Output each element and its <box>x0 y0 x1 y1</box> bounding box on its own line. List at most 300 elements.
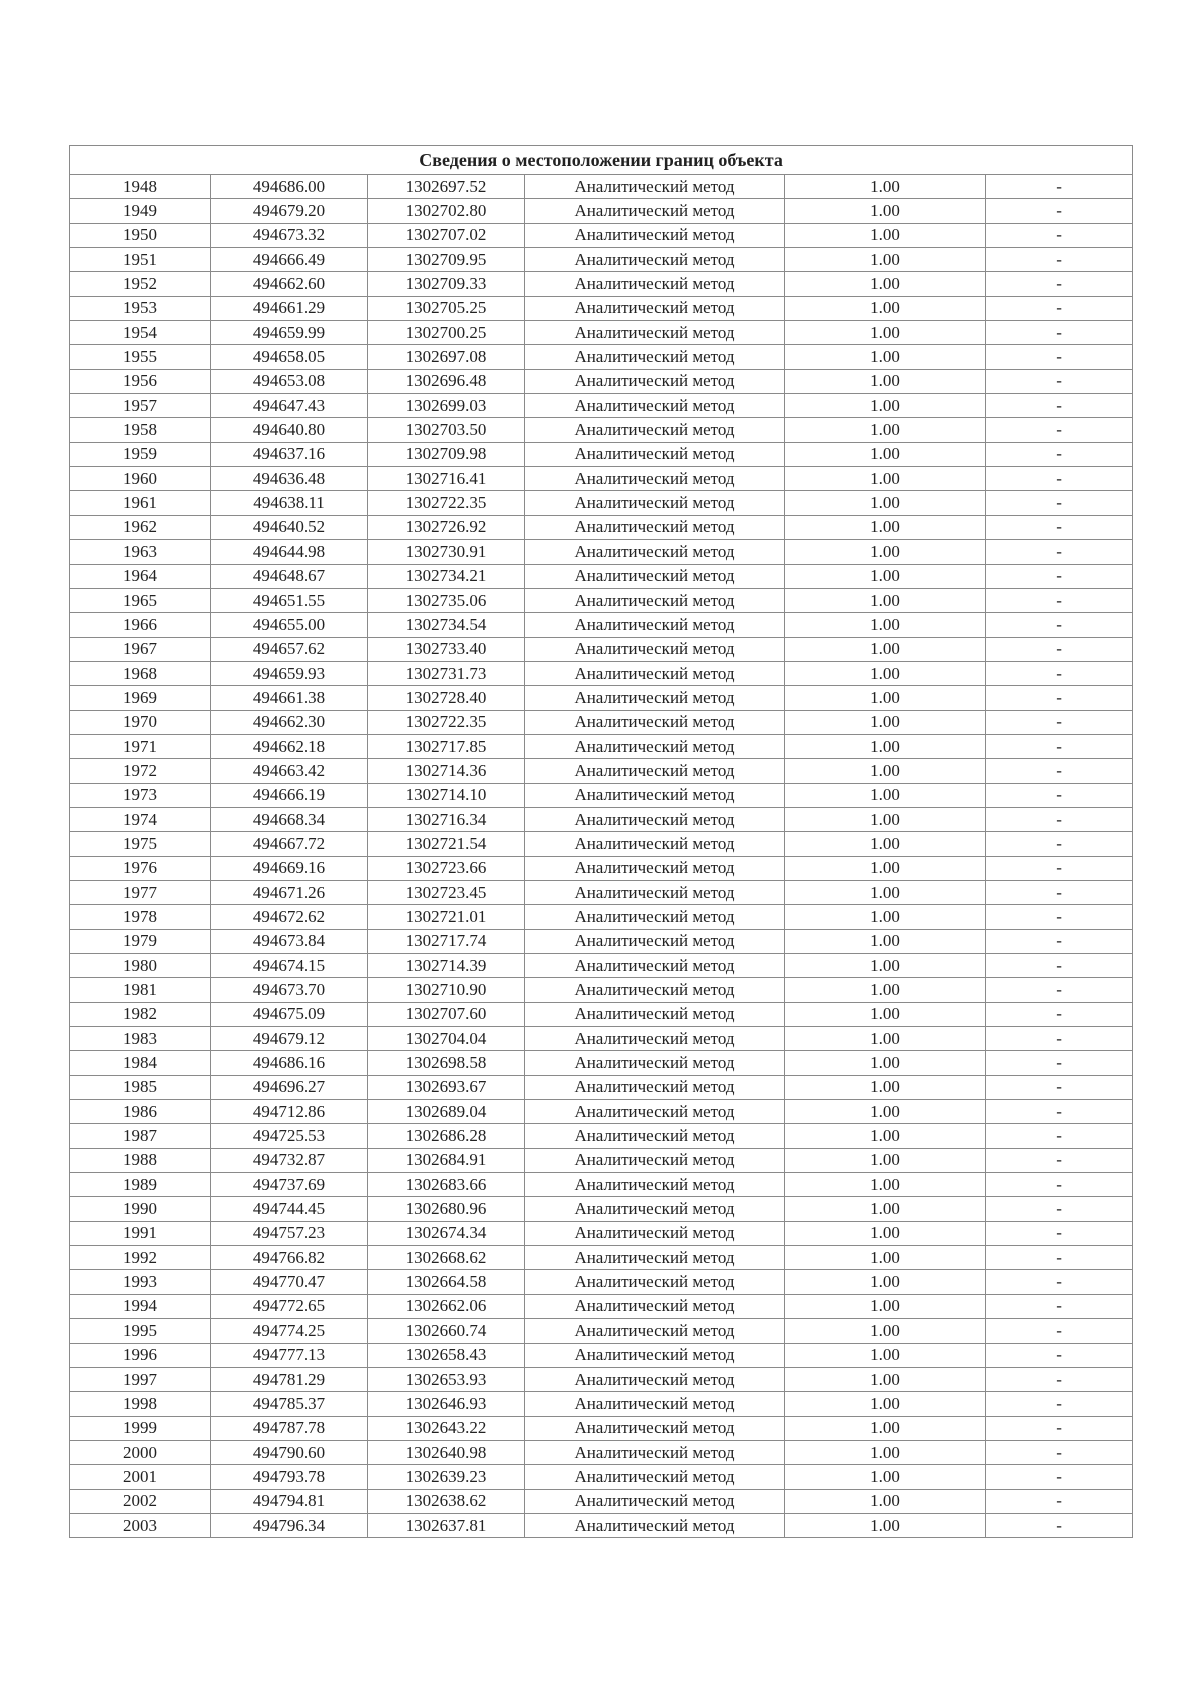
table-row <box>70 515 1133 539</box>
point-number-cell: 1970 <box>70 710 211 734</box>
accuracy-cell: 1.00 <box>785 467 986 491</box>
point-number-cell: 1999 <box>70 1416 211 1440</box>
method-cell: Аналитический метод <box>525 978 785 1002</box>
note-cell: - <box>986 491 1133 515</box>
point-number-cell: 1996 <box>70 1343 211 1367</box>
point-number-cell: 1986 <box>70 1100 211 1124</box>
note-cell: - <box>986 394 1133 418</box>
accuracy-cell: 1.00 <box>785 1221 986 1245</box>
table-row <box>70 637 1133 661</box>
method-cell: Аналитический метод <box>525 321 785 345</box>
point-number-cell: 1979 <box>70 929 211 953</box>
coordinate-y-cell: 1302697.08 <box>368 345 525 369</box>
note-cell: - <box>986 199 1133 223</box>
point-number-cell: 1991 <box>70 1221 211 1245</box>
point-number-cell: 1959 <box>70 442 211 466</box>
coordinate-x-cell: 494657.62 <box>211 637 368 661</box>
table-row <box>70 1027 1133 1051</box>
coordinate-x-cell: 494659.99 <box>211 321 368 345</box>
method-cell: Аналитический метод <box>525 734 785 758</box>
method-cell: Аналитический метод <box>525 1343 785 1367</box>
method-cell: Аналитический метод <box>525 1416 785 1440</box>
accuracy-cell: 1.00 <box>785 1197 986 1221</box>
note-cell: - <box>986 345 1133 369</box>
table-row <box>70 1148 1133 1172</box>
coordinate-x-cell: 494651.55 <box>211 588 368 612</box>
note-cell: - <box>986 1124 1133 1148</box>
table-row <box>70 661 1133 685</box>
method-cell: Аналитический метод <box>525 394 785 418</box>
coordinate-y-cell: 1302734.21 <box>368 564 525 588</box>
table-row <box>70 734 1133 758</box>
table-row <box>70 1051 1133 1075</box>
note-cell: - <box>986 734 1133 758</box>
table-row <box>70 1392 1133 1416</box>
coordinate-x-cell: 494663.42 <box>211 759 368 783</box>
point-number-cell: 1961 <box>70 491 211 515</box>
coordinate-y-cell: 1302658.43 <box>368 1343 525 1367</box>
coordinate-y-cell: 1302683.66 <box>368 1173 525 1197</box>
point-number-cell: 1952 <box>70 272 211 296</box>
coordinate-y-cell: 1302714.39 <box>368 954 525 978</box>
table-row <box>70 588 1133 612</box>
coordinate-x-cell: 494662.60 <box>211 272 368 296</box>
note-cell: - <box>986 1343 1133 1367</box>
note-cell: - <box>986 175 1133 199</box>
note-cell: - <box>986 978 1133 1002</box>
point-number-cell: 1971 <box>70 734 211 758</box>
table-row <box>70 540 1133 564</box>
point-number-cell: 1955 <box>70 345 211 369</box>
method-cell: Аналитический метод <box>525 759 785 783</box>
point-number-cell: 1994 <box>70 1294 211 1318</box>
point-number-cell: 2000 <box>70 1440 211 1464</box>
table-body <box>70 146 1133 1538</box>
coordinate-y-cell: 1302684.91 <box>368 1148 525 1172</box>
note-cell: - <box>986 1489 1133 1513</box>
method-cell: Аналитический метод <box>525 807 785 831</box>
point-number-cell: 1997 <box>70 1367 211 1391</box>
coordinate-x-cell: 494785.37 <box>211 1392 368 1416</box>
table-row <box>70 929 1133 953</box>
note-cell: - <box>986 832 1133 856</box>
coordinate-y-cell: 1302722.35 <box>368 491 525 515</box>
note-cell: - <box>986 1319 1133 1343</box>
coordinate-x-cell: 494653.08 <box>211 369 368 393</box>
method-cell: Аналитический метод <box>525 613 785 637</box>
accuracy-cell: 1.00 <box>785 832 986 856</box>
accuracy-cell: 1.00 <box>785 369 986 393</box>
point-number-cell: 1958 <box>70 418 211 442</box>
table-row <box>70 394 1133 418</box>
accuracy-cell: 1.00 <box>785 223 986 247</box>
coordinate-x-cell: 494640.52 <box>211 515 368 539</box>
coordinate-x-cell: 494787.78 <box>211 1416 368 1440</box>
coordinate-y-cell: 1302721.01 <box>368 905 525 929</box>
note-cell: - <box>986 613 1133 637</box>
note-cell: - <box>986 1148 1133 1172</box>
accuracy-cell: 1.00 <box>785 1270 986 1294</box>
accuracy-cell: 1.00 <box>785 929 986 953</box>
point-number-cell: 1995 <box>70 1319 211 1343</box>
coordinate-x-cell: 494638.11 <box>211 491 368 515</box>
coordinate-x-cell: 494679.12 <box>211 1027 368 1051</box>
method-cell: Аналитический метод <box>525 1392 785 1416</box>
table-row <box>70 345 1133 369</box>
coordinate-y-cell: 1302731.73 <box>368 661 525 685</box>
point-number-cell: 1965 <box>70 588 211 612</box>
accuracy-cell: 1.00 <box>785 1319 986 1343</box>
coordinate-x-cell: 494659.93 <box>211 661 368 685</box>
coordinate-y-cell: 1302717.74 <box>368 929 525 953</box>
method-cell: Аналитический метод <box>525 272 785 296</box>
coordinate-x-cell: 494661.29 <box>211 296 368 320</box>
coordinate-x-cell: 494637.16 <box>211 442 368 466</box>
accuracy-cell: 1.00 <box>785 1148 986 1172</box>
point-number-cell: 1998 <box>70 1392 211 1416</box>
note-cell: - <box>986 954 1133 978</box>
table-row <box>70 467 1133 491</box>
method-cell: Аналитический метод <box>525 223 785 247</box>
table-row <box>70 248 1133 272</box>
point-number-cell: 2003 <box>70 1513 211 1537</box>
table-row <box>70 369 1133 393</box>
point-number-cell: 1972 <box>70 759 211 783</box>
point-number-cell: 1980 <box>70 954 211 978</box>
note-cell: - <box>986 759 1133 783</box>
table-row <box>70 905 1133 929</box>
accuracy-cell: 1.00 <box>785 199 986 223</box>
table-row <box>70 1489 1133 1513</box>
coordinate-y-cell: 1302643.22 <box>368 1416 525 1440</box>
table-row <box>70 1367 1133 1391</box>
accuracy-cell: 1.00 <box>785 564 986 588</box>
accuracy-cell: 1.00 <box>785 175 986 199</box>
accuracy-cell: 1.00 <box>785 1465 986 1489</box>
method-cell: Аналитический метод <box>525 1124 785 1148</box>
table-row <box>70 1221 1133 1245</box>
accuracy-cell: 1.00 <box>785 1051 986 1075</box>
table-row <box>70 1465 1133 1489</box>
coordinate-x-cell: 494655.00 <box>211 613 368 637</box>
accuracy-cell: 1.00 <box>785 248 986 272</box>
method-cell: Аналитический метод <box>525 1440 785 1464</box>
note-cell: - <box>986 905 1133 929</box>
accuracy-cell: 1.00 <box>785 734 986 758</box>
coordinate-y-cell: 1302664.58 <box>368 1270 525 1294</box>
accuracy-cell: 1.00 <box>785 661 986 685</box>
note-cell: - <box>986 807 1133 831</box>
point-number-cell: 1987 <box>70 1124 211 1148</box>
method-cell: Аналитический метод <box>525 369 785 393</box>
coordinate-x-cell: 494766.82 <box>211 1246 368 1270</box>
coordinate-x-cell: 494790.60 <box>211 1440 368 1464</box>
accuracy-cell: 1.00 <box>785 759 986 783</box>
point-number-cell: 1993 <box>70 1270 211 1294</box>
note-cell: - <box>986 710 1133 734</box>
coordinate-x-cell: 494673.32 <box>211 223 368 247</box>
table-title-row <box>70 146 1133 175</box>
coordinate-x-cell: 494673.70 <box>211 978 368 1002</box>
coordinate-y-cell: 1302714.10 <box>368 783 525 807</box>
coordinate-y-cell: 1302709.95 <box>368 248 525 272</box>
coordinate-y-cell: 1302705.25 <box>368 296 525 320</box>
point-number-cell: 1950 <box>70 223 211 247</box>
coordinate-y-cell: 1302735.06 <box>368 588 525 612</box>
accuracy-cell: 1.00 <box>785 1367 986 1391</box>
note-cell: - <box>986 783 1133 807</box>
accuracy-cell: 1.00 <box>785 807 986 831</box>
coordinate-y-cell: 1302723.66 <box>368 856 525 880</box>
note-cell: - <box>986 1465 1133 1489</box>
accuracy-cell: 1.00 <box>785 491 986 515</box>
table-row <box>70 613 1133 637</box>
coordinate-x-cell: 494636.48 <box>211 467 368 491</box>
table-row <box>70 1002 1133 1026</box>
accuracy-cell: 1.00 <box>785 1124 986 1148</box>
note-cell: - <box>986 1027 1133 1051</box>
point-number-cell: 1982 <box>70 1002 211 1026</box>
method-cell: Аналитический метод <box>525 686 785 710</box>
table-row <box>70 1197 1133 1221</box>
coordinate-y-cell: 1302709.33 <box>368 272 525 296</box>
coordinate-y-cell: 1302668.62 <box>368 1246 525 1270</box>
table-title: Сведения о местоположении границ объекта <box>70 146 1133 175</box>
method-cell: Аналитический метод <box>525 1465 785 1489</box>
coordinate-y-cell: 1302730.91 <box>368 540 525 564</box>
coordinate-y-cell: 1302686.28 <box>368 1124 525 1148</box>
note-cell: - <box>986 880 1133 904</box>
coordinate-y-cell: 1302640.98 <box>368 1440 525 1464</box>
accuracy-cell: 1.00 <box>785 613 986 637</box>
accuracy-cell: 1.00 <box>785 1440 986 1464</box>
coordinate-y-cell: 1302653.93 <box>368 1367 525 1391</box>
coordinate-y-cell: 1302707.60 <box>368 1002 525 1026</box>
point-number-cell: 1963 <box>70 540 211 564</box>
coordinate-x-cell: 494673.84 <box>211 929 368 953</box>
point-number-cell: 1985 <box>70 1075 211 1099</box>
point-number-cell: 1954 <box>70 321 211 345</box>
coordinate-y-cell: 1302734.54 <box>368 613 525 637</box>
coordinate-x-cell: 494648.67 <box>211 564 368 588</box>
accuracy-cell: 1.00 <box>785 296 986 320</box>
coordinate-y-cell: 1302680.96 <box>368 1197 525 1221</box>
method-cell: Аналитический метод <box>525 954 785 978</box>
table-row <box>70 759 1133 783</box>
point-number-cell: 1966 <box>70 613 211 637</box>
table-row <box>70 880 1133 904</box>
table-row <box>70 783 1133 807</box>
coordinate-y-cell: 1302703.50 <box>368 418 525 442</box>
table-row <box>70 418 1133 442</box>
coordinate-y-cell: 1302716.34 <box>368 807 525 831</box>
method-cell: Аналитический метод <box>525 1027 785 1051</box>
method-cell: Аналитический метод <box>525 491 785 515</box>
table-row <box>70 223 1133 247</box>
coordinate-x-cell: 494661.38 <box>211 686 368 710</box>
coordinate-y-cell: 1302716.41 <box>368 467 525 491</box>
accuracy-cell: 1.00 <box>785 783 986 807</box>
coordinate-y-cell: 1302710.90 <box>368 978 525 1002</box>
accuracy-cell: 1.00 <box>785 321 986 345</box>
table-row <box>70 1270 1133 1294</box>
coordinate-x-cell: 494675.09 <box>211 1002 368 1026</box>
coordinate-y-cell: 1302697.52 <box>368 175 525 199</box>
point-number-cell: 1984 <box>70 1051 211 1075</box>
coordinate-y-cell: 1302709.98 <box>368 442 525 466</box>
method-cell: Аналитический метод <box>525 248 785 272</box>
point-number-cell: 1962 <box>70 515 211 539</box>
coordinate-x-cell: 494770.47 <box>211 1270 368 1294</box>
table-row <box>70 491 1133 515</box>
point-number-cell: 1967 <box>70 637 211 661</box>
note-cell: - <box>986 1221 1133 1245</box>
coordinate-y-cell: 1302728.40 <box>368 686 525 710</box>
table-row <box>70 321 1133 345</box>
coordinate-x-cell: 494667.72 <box>211 832 368 856</box>
table-row <box>70 1124 1133 1148</box>
table-row <box>70 1100 1133 1124</box>
coordinate-x-cell: 494666.19 <box>211 783 368 807</box>
coordinate-y-cell: 1302699.03 <box>368 394 525 418</box>
method-cell: Аналитический метод <box>525 564 785 588</box>
note-cell: - <box>986 515 1133 539</box>
accuracy-cell: 1.00 <box>785 1416 986 1440</box>
accuracy-cell: 1.00 <box>785 954 986 978</box>
point-number-cell: 1977 <box>70 880 211 904</box>
table-row <box>70 978 1133 1002</box>
method-cell: Аналитический метод <box>525 783 785 807</box>
coordinate-y-cell: 1302698.58 <box>368 1051 525 1075</box>
coordinate-x-cell: 494674.15 <box>211 954 368 978</box>
table-row <box>70 1416 1133 1440</box>
method-cell: Аналитический метод <box>525 1221 785 1245</box>
table-row <box>70 710 1133 734</box>
note-cell: - <box>986 296 1133 320</box>
method-cell: Аналитический метод <box>525 880 785 904</box>
note-cell: - <box>986 467 1133 491</box>
point-number-cell: 2002 <box>70 1489 211 1513</box>
coordinate-x-cell: 494686.16 <box>211 1051 368 1075</box>
coordinate-y-cell: 1302723.45 <box>368 880 525 904</box>
point-number-cell: 1951 <box>70 248 211 272</box>
coordinate-x-cell: 494669.16 <box>211 856 368 880</box>
coordinate-x-cell: 494662.30 <box>211 710 368 734</box>
accuracy-cell: 1.00 <box>785 1002 986 1026</box>
accuracy-cell: 1.00 <box>785 880 986 904</box>
method-cell: Аналитический метод <box>525 1367 785 1391</box>
table-row <box>70 1319 1133 1343</box>
table-row <box>70 1513 1133 1537</box>
accuracy-cell: 1.00 <box>785 1343 986 1367</box>
accuracy-cell: 1.00 <box>785 978 986 1002</box>
method-cell: Аналитический метод <box>525 515 785 539</box>
coordinate-y-cell: 1302714.36 <box>368 759 525 783</box>
coordinate-y-cell: 1302717.85 <box>368 734 525 758</box>
method-cell: Аналитический метод <box>525 661 785 685</box>
coordinate-x-cell: 494781.29 <box>211 1367 368 1391</box>
method-cell: Аналитический метод <box>525 637 785 661</box>
point-number-cell: 1957 <box>70 394 211 418</box>
note-cell: - <box>986 1416 1133 1440</box>
coordinate-x-cell: 494647.43 <box>211 394 368 418</box>
table-row <box>70 175 1133 199</box>
table-row <box>70 954 1133 978</box>
note-cell: - <box>986 1075 1133 1099</box>
method-cell: Аналитический метод <box>525 1489 785 1513</box>
note-cell: - <box>986 540 1133 564</box>
accuracy-cell: 1.00 <box>785 394 986 418</box>
method-cell: Аналитический метод <box>525 856 785 880</box>
method-cell: Аналитический метод <box>525 1100 785 1124</box>
coordinate-y-cell: 1302702.80 <box>368 199 525 223</box>
point-number-cell: 1956 <box>70 369 211 393</box>
method-cell: Аналитический метод <box>525 588 785 612</box>
note-cell: - <box>986 1100 1133 1124</box>
coordinate-x-cell: 494679.20 <box>211 199 368 223</box>
accuracy-cell: 1.00 <box>785 686 986 710</box>
note-cell: - <box>986 321 1133 345</box>
point-number-cell: 1949 <box>70 199 211 223</box>
method-cell: Аналитический метод <box>525 296 785 320</box>
accuracy-cell: 1.00 <box>785 1075 986 1099</box>
point-number-cell: 1969 <box>70 686 211 710</box>
table-row <box>70 856 1133 880</box>
coordinate-x-cell: 494666.49 <box>211 248 368 272</box>
note-cell: - <box>986 1197 1133 1221</box>
method-cell: Аналитический метод <box>525 1270 785 1294</box>
note-cell: - <box>986 223 1133 247</box>
coordinate-x-cell: 494671.26 <box>211 880 368 904</box>
method-cell: Аналитический метод <box>525 832 785 856</box>
table-row <box>70 442 1133 466</box>
coordinate-x-cell: 494658.05 <box>211 345 368 369</box>
note-cell: - <box>986 929 1133 953</box>
point-number-cell: 1953 <box>70 296 211 320</box>
coordinate-y-cell: 1302689.04 <box>368 1100 525 1124</box>
coordinate-y-cell: 1302733.40 <box>368 637 525 661</box>
note-cell: - <box>986 369 1133 393</box>
coordinate-y-cell: 1302721.54 <box>368 832 525 856</box>
accuracy-cell: 1.00 <box>785 588 986 612</box>
table-row <box>70 564 1133 588</box>
note-cell: - <box>986 272 1133 296</box>
note-cell: - <box>986 1392 1133 1416</box>
coordinate-x-cell: 494772.65 <box>211 1294 368 1318</box>
coordinate-y-cell: 1302726.92 <box>368 515 525 539</box>
coordinate-y-cell: 1302704.04 <box>368 1027 525 1051</box>
method-cell: Аналитический метод <box>525 467 785 491</box>
method-cell: Аналитический метод <box>525 905 785 929</box>
accuracy-cell: 1.00 <box>785 1294 986 1318</box>
method-cell: Аналитический метод <box>525 175 785 199</box>
table-row <box>70 832 1133 856</box>
accuracy-cell: 1.00 <box>785 418 986 442</box>
note-cell: - <box>986 442 1133 466</box>
accuracy-cell: 1.00 <box>785 1489 986 1513</box>
note-cell: - <box>986 637 1133 661</box>
table-row <box>70 1246 1133 1270</box>
coordinate-x-cell: 494725.53 <box>211 1124 368 1148</box>
point-number-cell: 2001 <box>70 1465 211 1489</box>
table-row <box>70 296 1133 320</box>
coordinate-x-cell: 494672.62 <box>211 905 368 929</box>
method-cell: Аналитический метод <box>525 442 785 466</box>
point-number-cell: 1992 <box>70 1246 211 1270</box>
coordinate-x-cell: 494777.13 <box>211 1343 368 1367</box>
note-cell: - <box>986 1367 1133 1391</box>
accuracy-cell: 1.00 <box>785 1100 986 1124</box>
